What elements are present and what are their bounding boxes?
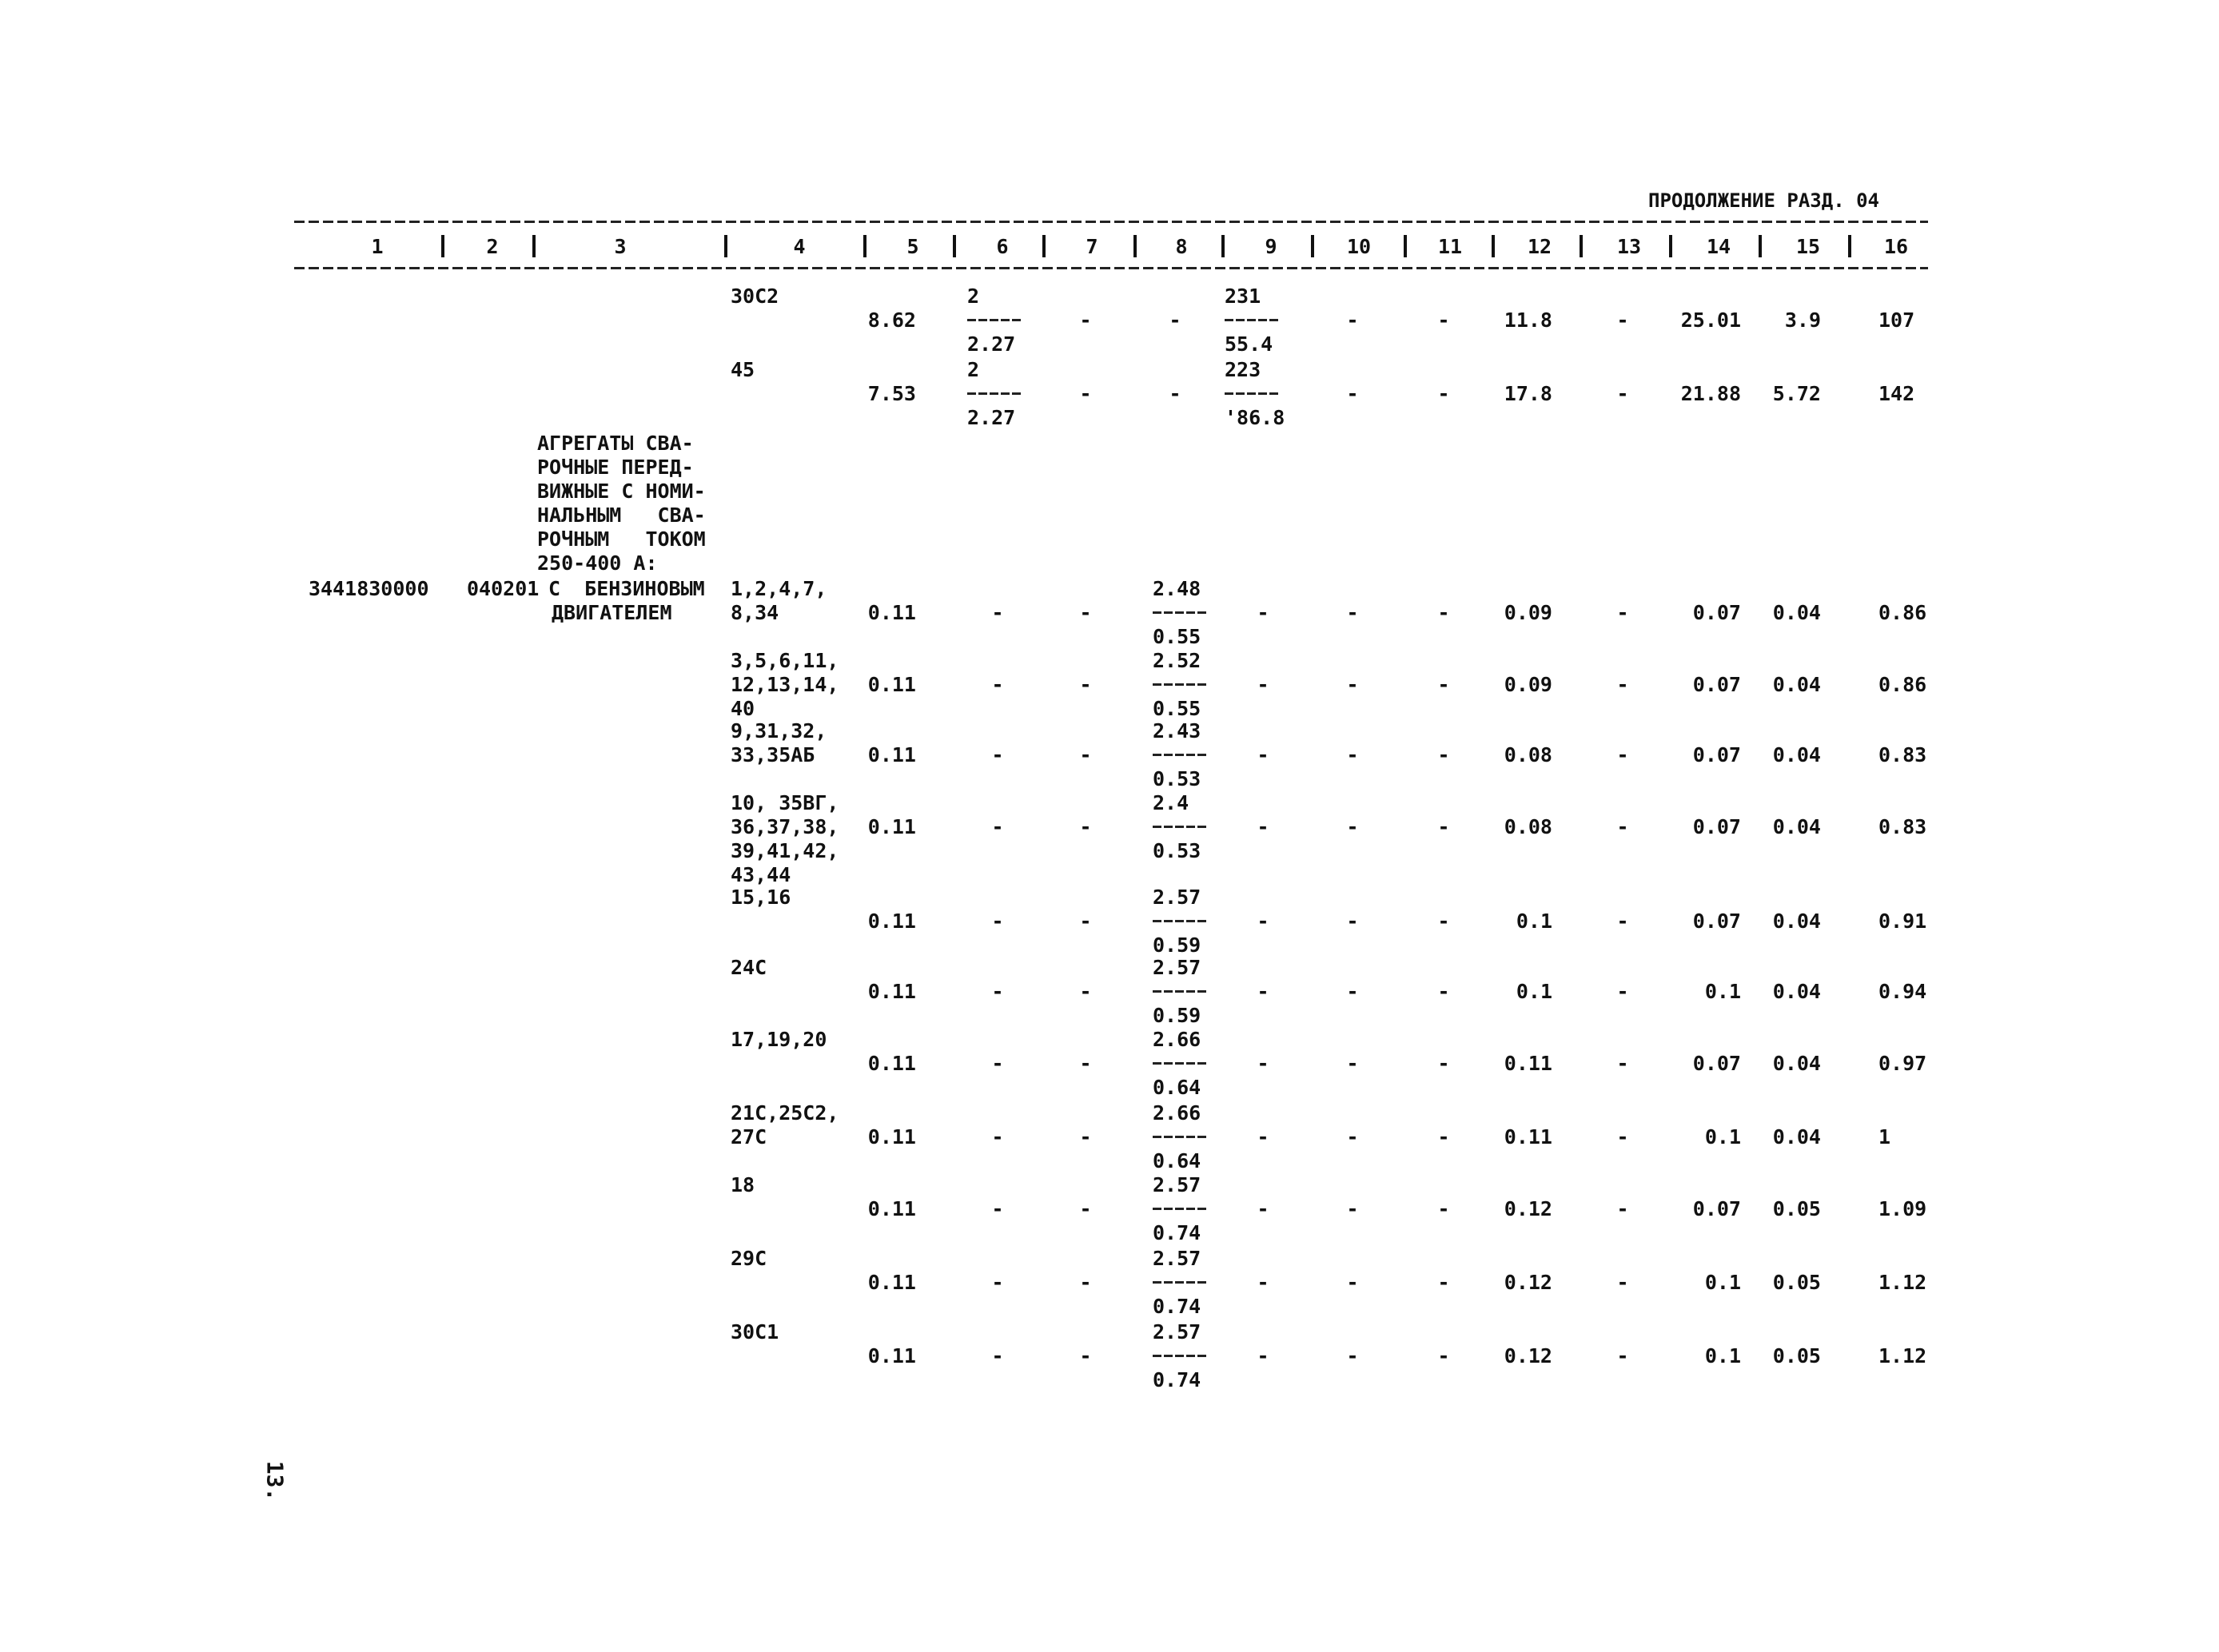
cell-c7: - [1079,1052,1092,1075]
cell-c5: 0.11 [867,673,916,696]
model-list-line: 24С [731,956,767,979]
cell-c15: 0.04 [1772,743,1821,766]
cell-c6: - [991,601,1004,624]
column-header-14: 14 [1706,235,1731,258]
cell-c8-fraction-numerator: 2.57 [1153,886,1201,909]
cell-c13: - [1616,980,1629,1003]
model-list-line: 21С,25С2, [731,1101,839,1125]
cell-c7: - [1079,601,1092,624]
column-separator [863,235,866,257]
cell-c9-fraction-numerator: 231 [1225,285,1261,308]
cell-c8-fraction-numerator: 2.57 [1153,1173,1201,1196]
cell-c7: - [1079,309,1092,332]
column-separator [532,235,536,257]
model-list-line: 27С [731,1125,767,1148]
cell-c8-fraction-bar [1153,1281,1209,1284]
cell-c12: 0.11 [1504,1052,1552,1075]
cell-c11: - [1437,601,1450,624]
cell-c8-fraction-bar [1153,1062,1209,1065]
cell-c7: - [1079,743,1092,766]
cell-c13: - [1616,815,1629,838]
cell-c9-fraction [1225,358,1305,430]
column-separator [1848,235,1851,257]
cell-c14: 25.01 [1680,309,1741,332]
cell-c5: 0.11 [867,1197,916,1220]
cell-c8-fraction-bar [1153,1136,1209,1138]
model-list-line: 30С1 [731,1320,779,1343]
cell-c9: - [1257,1052,1269,1075]
group-title-line: 250-400 А: [537,551,658,575]
column-separator [1133,235,1137,257]
cell-c12: 17.8 [1504,382,1552,405]
subgroup-title-line: ДВИГАТЕЛЕМ [552,601,672,624]
cell-c12: 0.08 [1504,743,1552,766]
cell-c8-fraction-numerator: 2.43 [1153,719,1201,742]
cell-c5: 7.53 [867,382,916,405]
column-separator [1311,235,1314,257]
cell-c9: - [1257,815,1269,838]
cell-c16: 1 [1878,1125,1891,1148]
group-title-line: НАЛЬНЫМ СВА- [537,504,706,527]
model-list-line: 43,44 [731,863,791,886]
cell-c6-fraction-bar [967,319,1023,321]
column-header-12: 12 [1527,235,1552,258]
cell-c6: - [991,815,1004,838]
cell-c5: 0.11 [867,910,916,933]
cell-c15: 0.04 [1772,980,1821,1003]
cell-c13: - [1616,1271,1629,1294]
cell-c11: - [1437,815,1450,838]
model-list-line: 12,13,14, [731,673,839,696]
cell-c8-fraction-numerator: 2.66 [1153,1101,1201,1125]
cell-c6: - [991,1271,1004,1294]
cell-c10: - [1346,673,1359,696]
cell-c16: 0.83 [1878,743,1927,766]
cell-c14: 0.1 [1704,1271,1741,1294]
model-list-line: 17,19,20 [731,1028,827,1051]
cell-c6-fraction [967,285,1047,356]
cell-c10: - [1346,1197,1359,1220]
cell-c15: 3.9 [1784,309,1821,332]
cell-c12: 0.1 [1516,980,1552,1003]
cell-c13: - [1616,910,1629,933]
cell-c16: 0.83 [1878,815,1927,838]
column-header-8: 8 [1175,235,1188,258]
group-code-1: 3441830000 [309,577,429,600]
cell-c8-fraction-bar [1153,1355,1209,1357]
cell-c14: 0.07 [1692,673,1741,696]
cell-c12: 0.1 [1516,910,1552,933]
model-list-line: 30С2 [731,285,779,308]
cell-c9-fraction-bar [1225,392,1281,395]
cell-c14: 0.1 [1704,1344,1741,1367]
cell-c9: - [1257,980,1269,1003]
column-separator [724,235,727,257]
header-top-rule [294,221,1928,223]
cell-c6-fraction-denominator: 2.27 [967,406,1016,429]
cell-c16: 1.12 [1878,1271,1927,1294]
cell-c15: 0.04 [1772,673,1821,696]
cell-c8-fraction-numerator: 2.4 [1153,791,1189,814]
cell-c8-fraction [1153,649,1233,721]
cell-c8-fraction-numerator: 2.57 [1153,1247,1201,1270]
cell-c11: - [1437,1052,1450,1075]
cell-c9-fraction [1225,285,1305,356]
cell-c11: - [1437,1271,1450,1294]
cell-c8-fraction [1153,1028,1233,1100]
cell-c8-fraction-denominator: 0.64 [1153,1149,1201,1172]
cell-c7: - [1079,980,1092,1003]
cell-c6-fraction-numerator: 2 [967,285,980,308]
cell-c8-fraction-bar [1153,990,1209,993]
cell-c12: 0.09 [1504,601,1552,624]
model-list-line: 45 [731,358,755,381]
cell-c8-fraction-denominator: 0.55 [1153,625,1201,648]
cell-c9: - [1257,1271,1269,1294]
cell-c9-fraction-bar [1225,319,1281,321]
cell-c8-fraction [1153,1101,1233,1173]
column-header-9: 9 [1265,235,1277,258]
model-list-line: 3,5,6,11, [731,649,839,672]
cell-c11: - [1437,743,1450,766]
cell-c8-fraction-numerator: 2.57 [1153,956,1201,979]
cell-c10: - [1346,309,1359,332]
model-list-line: 15,16 [731,886,791,909]
cell-c8-fraction-denominator: 0.53 [1153,839,1201,862]
cell-c6: - [991,1052,1004,1075]
column-header-10: 10 [1346,235,1372,258]
model-list-line: 18 [731,1173,755,1196]
cell-c16: 0.97 [1878,1052,1927,1075]
cell-c9: - [1257,673,1269,696]
column-header-7: 7 [1086,235,1098,258]
model-list-line: 1,2,4,7, [731,577,827,600]
model-list-line: 40 [731,697,755,720]
column-header-6: 6 [996,235,1009,258]
cell-c9-fraction-numerator: 223 [1225,358,1261,381]
header-bottom-rule [294,267,1928,269]
cell-c10: - [1346,1125,1359,1148]
cell-c9-fraction-denominator: '86.8 [1225,406,1285,429]
cell-c14: 0.07 [1692,601,1741,624]
cell-c9: - [1257,1197,1269,1220]
cell-c9: - [1257,743,1269,766]
cell-c8-fraction-denominator: 0.55 [1153,697,1201,720]
cell-c13: - [1616,309,1629,332]
cell-c14: 0.1 [1704,1125,1741,1148]
cell-c16: 1.12 [1878,1344,1927,1367]
cell-c12: 0.12 [1504,1197,1552,1220]
cell-c8-fraction [1153,956,1233,1028]
cell-c11: - [1437,1344,1450,1367]
cell-c12: 0.11 [1504,1125,1552,1148]
cell-c6: - [991,1125,1004,1148]
cell-c16: 0.86 [1878,673,1927,696]
cell-c15: 0.04 [1772,601,1821,624]
cell-c6: - [991,980,1004,1003]
cell-c14: 0.1 [1704,980,1741,1003]
cell-c13: - [1616,673,1629,696]
group-title-line: АГРЕГАТЫ СВА- [537,432,694,455]
cell-c5: 8.62 [867,309,916,332]
cell-c10: - [1346,1052,1359,1075]
cell-c11: - [1437,1125,1450,1148]
cell-c10: - [1346,815,1359,838]
model-list-line: 9,31,32, [731,719,827,742]
cell-c14: 0.07 [1692,1197,1741,1220]
cell-c15: 0.04 [1772,1125,1821,1148]
column-header-2: 2 [486,235,499,258]
cell-c6-fraction-numerator: 2 [967,358,980,381]
cell-c8-fraction-bar [1153,826,1209,828]
subgroup-title-line: С БЕНЗИНОВЫМ [548,577,705,600]
cell-c8-fraction-numerator: 2.48 [1153,577,1201,600]
cell-c8-fraction-denominator: 0.53 [1153,767,1201,790]
cell-c15: 0.05 [1772,1271,1821,1294]
cell-c16: 107 [1878,309,1915,332]
cell-c8-fraction [1153,577,1233,649]
column-header-11: 11 [1437,235,1463,258]
cell-c16: 1.09 [1878,1197,1927,1220]
cell-c8-fraction-bar [1153,754,1209,756]
cell-c6-fraction-denominator: 2.27 [967,332,1016,356]
cell-c10: - [1346,743,1359,766]
cell-c13: - [1616,1125,1629,1148]
model-list-line: 36,37,38, [731,815,839,838]
cell-c8-fraction-denominator: 0.74 [1153,1295,1201,1318]
cell-c8-fraction-bar [1153,683,1209,686]
cell-c14: 0.07 [1692,815,1741,838]
cell-c15: 0.05 [1772,1197,1821,1220]
cell-c9: - [1257,1344,1269,1367]
cell-c13: - [1616,382,1629,405]
cell-c16: 0.86 [1878,601,1927,624]
cell-c12: 0.08 [1504,815,1552,838]
column-separator [953,235,956,257]
cell-c10: - [1346,382,1359,405]
column-header-4: 4 [793,235,806,258]
cell-c5: 0.11 [867,601,916,624]
column-separator [1492,235,1495,257]
cell-c12: 0.12 [1504,1344,1552,1367]
cell-c16: 0.91 [1878,910,1927,933]
cell-c8-fraction-denominator: 0.59 [1153,933,1201,957]
cell-c6: - [991,1197,1004,1220]
cell-c6: - [991,673,1004,696]
column-header-16: 16 [1883,235,1909,258]
cell-c8: - [1169,309,1181,332]
cell-c9: - [1257,601,1269,624]
cell-c7: - [1079,382,1092,405]
cell-c6: - [991,743,1004,766]
column-separator [1042,235,1046,257]
cell-c8-fraction-bar [1153,920,1209,922]
cell-c9: - [1257,910,1269,933]
column-header-15: 15 [1795,235,1821,258]
cell-c11: - [1437,910,1450,933]
cell-c7: - [1079,910,1092,933]
group-title-line: РОЧНЫЕ ПЕРЕД- [537,456,694,479]
column-separator [1221,235,1225,257]
model-list-line: 39,41,42, [731,839,839,862]
cell-c15: 0.04 [1772,815,1821,838]
cell-c8-fraction-denominator: 0.74 [1153,1221,1201,1244]
column-separator [1404,235,1407,257]
cell-c7: - [1079,815,1092,838]
cell-c13: - [1616,601,1629,624]
cell-c8-fraction-numerator: 2.57 [1153,1320,1201,1343]
cell-c5: 0.11 [867,815,916,838]
cell-c5: 0.11 [867,980,916,1003]
cell-c12: 0.12 [1504,1271,1552,1294]
cell-c16: 142 [1878,382,1915,405]
group-title-line: ВИЖНЫЕ С НОМИ- [537,480,706,503]
cell-c10: - [1346,1271,1359,1294]
group-title-line: РОЧНЫМ ТОКОМ [537,527,706,551]
cell-c8-fraction-numerator: 2.66 [1153,1028,1201,1051]
cell-c6-fraction-bar [967,392,1023,395]
cell-c7: - [1079,1197,1092,1220]
cell-c11: - [1437,980,1450,1003]
cell-c14: 0.07 [1692,743,1741,766]
cell-c10: - [1346,601,1359,624]
cell-c8: - [1169,382,1181,405]
cell-c14: 21.88 [1680,382,1741,405]
cell-c7: - [1079,1344,1092,1367]
cell-c8-fraction [1153,791,1233,863]
cell-c9: - [1257,1125,1269,1148]
cell-c10: - [1346,1344,1359,1367]
column-header-3: 3 [614,235,627,258]
cell-c12: 0.09 [1504,673,1552,696]
cell-c8-fraction [1153,1247,1233,1319]
cell-c8-fraction [1153,1173,1233,1245]
cell-c15: 0.05 [1772,1344,1821,1367]
cell-c10: - [1346,910,1359,933]
section-continuation-title: ПРОДОЛЖЕНИЕ РАЗД. 04 [1648,189,1879,212]
group-code-2: 040201 [467,577,540,600]
cell-c16: 0.94 [1878,980,1927,1003]
cell-c8-fraction [1153,886,1233,957]
cell-c5: 0.11 [867,1344,916,1367]
cell-c12: 11.8 [1504,309,1552,332]
cell-c5: 0.11 [867,743,916,766]
cell-c8-fraction-bar [1153,611,1209,614]
cell-c6: - [991,1344,1004,1367]
cell-c14: 0.07 [1692,1052,1741,1075]
column-header-5: 5 [906,235,919,258]
cell-c8-fraction-denominator: 0.64 [1153,1076,1201,1099]
cell-c9-fraction-denominator: 55.4 [1225,332,1273,356]
cell-c13: - [1616,743,1629,766]
cell-c7: - [1079,673,1092,696]
cell-c5: 0.11 [867,1271,916,1294]
cell-c13: - [1616,1197,1629,1220]
cell-c14: 0.07 [1692,910,1741,933]
column-separator [1580,235,1583,257]
page-number: 13. [261,1460,289,1502]
model-list-line: 33,35АБ [731,743,815,766]
cell-c8-fraction [1153,719,1233,791]
cell-c15: 0.04 [1772,910,1821,933]
column-separator [441,235,444,257]
cell-c11: - [1437,1197,1450,1220]
cell-c11: - [1437,382,1450,405]
column-header-13: 13 [1616,235,1642,258]
cell-c15: 0.04 [1772,1052,1821,1075]
cell-c5: 0.11 [867,1052,916,1075]
cell-c11: - [1437,673,1450,696]
model-list-line: 8,34 [731,601,779,624]
column-header-1: 1 [371,235,384,258]
cell-c13: - [1616,1344,1629,1367]
cell-c8-fraction [1153,1320,1233,1392]
cell-c6: - [991,910,1004,933]
cell-c8-fraction-denominator: 0.59 [1153,1004,1201,1027]
cell-c8-fraction-denominator: 0.74 [1153,1368,1201,1391]
cell-c11: - [1437,309,1450,332]
cell-c10: - [1346,980,1359,1003]
model-list-line: 29С [731,1247,767,1270]
cell-c7: - [1079,1125,1092,1148]
cell-c5: 0.11 [867,1125,916,1148]
model-list-line: 10, 35ВГ, [731,791,839,814]
cell-c15: 5.72 [1772,382,1821,405]
column-separator [1669,235,1672,257]
cell-c6-fraction [967,358,1047,430]
cell-c7: - [1079,1271,1092,1294]
cell-c8-fraction-numerator: 2.52 [1153,649,1201,672]
column-separator [1759,235,1762,257]
cell-c8-fraction-bar [1153,1208,1209,1210]
cell-c13: - [1616,1052,1629,1075]
